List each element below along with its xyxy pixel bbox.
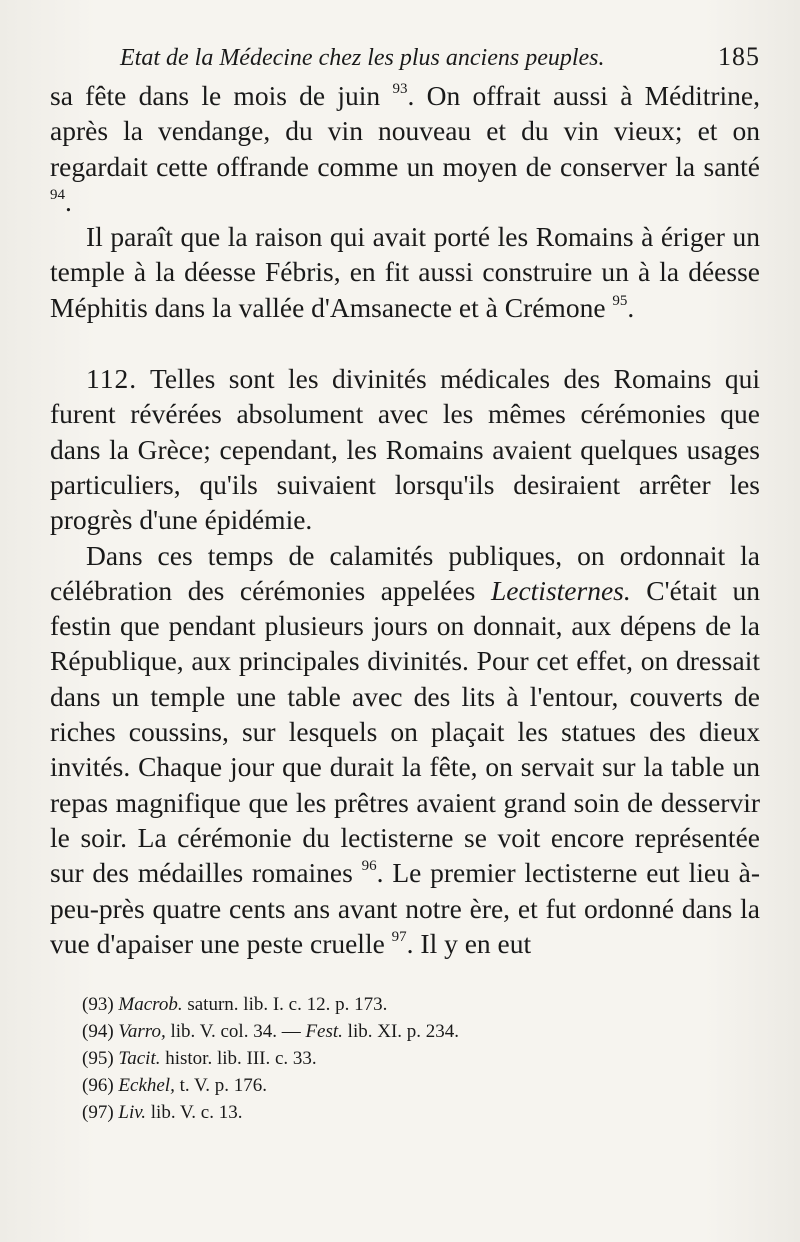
footnote bbox=[82, 1045, 760, 1072]
footnote-mark: (94) bbox=[82, 1021, 119, 1043]
section-number: 112. bbox=[86, 363, 138, 395]
footnote-ref: 96 bbox=[361, 858, 377, 875]
footnote-author: Fest. bbox=[305, 1021, 343, 1043]
footnote-ref: 95 bbox=[612, 292, 628, 309]
page-header bbox=[50, 42, 760, 72]
footnote-mark: (96) bbox=[82, 1075, 119, 1097]
footnote-ref: 93 bbox=[392, 81, 408, 97]
text-run: sa fête dans le mois de juin bbox=[50, 80, 393, 111]
footnotes bbox=[50, 991, 760, 1126]
footnote-reference: histor. lib. III. c. 33. bbox=[160, 1048, 317, 1070]
footnote-author: Eckhel, bbox=[118, 1075, 175, 1097]
paragraph bbox=[50, 78, 760, 219]
section-gap bbox=[50, 325, 760, 361]
footnote-author: Macrob. bbox=[118, 994, 183, 1016]
text-run: . On offrait aussi à Méditrine, après la vendange, du vin nouveau et du vin vieux; et on regardait cette offrande comme un moyen de conserver la santé bbox=[50, 80, 760, 182]
text-run: Telles sont les divinités médicales des Romains qui furent révérées absolument avec les mêmes cérémonies que dans la Grèce; cependant, les Romains avaient quelques usages particuliers, qu'ils suivaient lorsqu'ils desiraient arrêter les progrès d'une épidémie. bbox=[50, 363, 760, 536]
text-run: . Le premier lectisterne eut lieu à-peu-près quatre cents ans avant notre ère, et fut ordonné dans la vue d'apaiser une peste cruelle bbox=[50, 857, 760, 959]
footnote-reference: lib. V. c. 13. bbox=[146, 1102, 243, 1124]
footnote-reference: t. V. p. 176. bbox=[174, 1075, 268, 1097]
footnote bbox=[82, 1099, 760, 1126]
running-title: Etat de la Médecine chez les plus anciens peuples. bbox=[120, 45, 605, 71]
footnote bbox=[82, 1072, 760, 1099]
body-text bbox=[50, 78, 760, 961]
footnote-author: Varro, bbox=[118, 1021, 166, 1043]
footnote-reference: lib. V. col. 34. — bbox=[165, 1021, 306, 1043]
page-number: 185 bbox=[718, 42, 760, 71]
footnote-mark: (95) bbox=[82, 1048, 119, 1070]
text-run: Dans ces temps de calamités publiques, on ordonnait la célébration des cérémonies appelées bbox=[50, 539, 760, 606]
paragraph bbox=[50, 219, 760, 325]
footnote-reference: lib. XI. p. 234. bbox=[342, 1021, 460, 1043]
text-run: . bbox=[627, 291, 635, 323]
footnote bbox=[82, 1018, 760, 1045]
text-run: Il paraît que la raison qui avait porté les Romains à ériger un temple à la déesse Fébris, en fit aussi construire un à la déesse Méphitis dans la vallée d'Amsanecte et à Crémone bbox=[50, 221, 760, 323]
footnote bbox=[82, 991, 760, 1018]
footnote-mark: (97) bbox=[82, 1102, 119, 1124]
footnote-mark: (93) bbox=[82, 994, 119, 1016]
text-run: . Il y en eut bbox=[406, 927, 532, 959]
footnote-ref: 94 bbox=[50, 186, 65, 203]
paragraph bbox=[50, 538, 760, 962]
paragraph bbox=[50, 361, 760, 537]
footnote-author: Liv. bbox=[118, 1102, 147, 1124]
footnote-author: Tacit. bbox=[118, 1048, 161, 1070]
italic-term: Lectisternes. bbox=[490, 574, 631, 606]
text-run: C'était un festin que pendant plusieurs jours on donnait, aux dépens de la République, aux principales divinités. Pour cet effet, on dressait dans un temple une table avec des lits à l'entour, couverts de riches coussins, sur lesquels on plaçait les statues des dieux invités. Chaque jour que durait la fête, on servait sur la table un repas magnifique que les prêtres avaient grand soin de desservir le soir. La cérémonie du lectisterne se voit encore représentée sur des médailles romaines bbox=[50, 574, 760, 889]
text-run: . bbox=[65, 185, 72, 217]
footnote-reference: saturn. lib. I. c. 12. p. 173. bbox=[182, 994, 388, 1016]
footnote-ref: 97 bbox=[391, 928, 407, 945]
